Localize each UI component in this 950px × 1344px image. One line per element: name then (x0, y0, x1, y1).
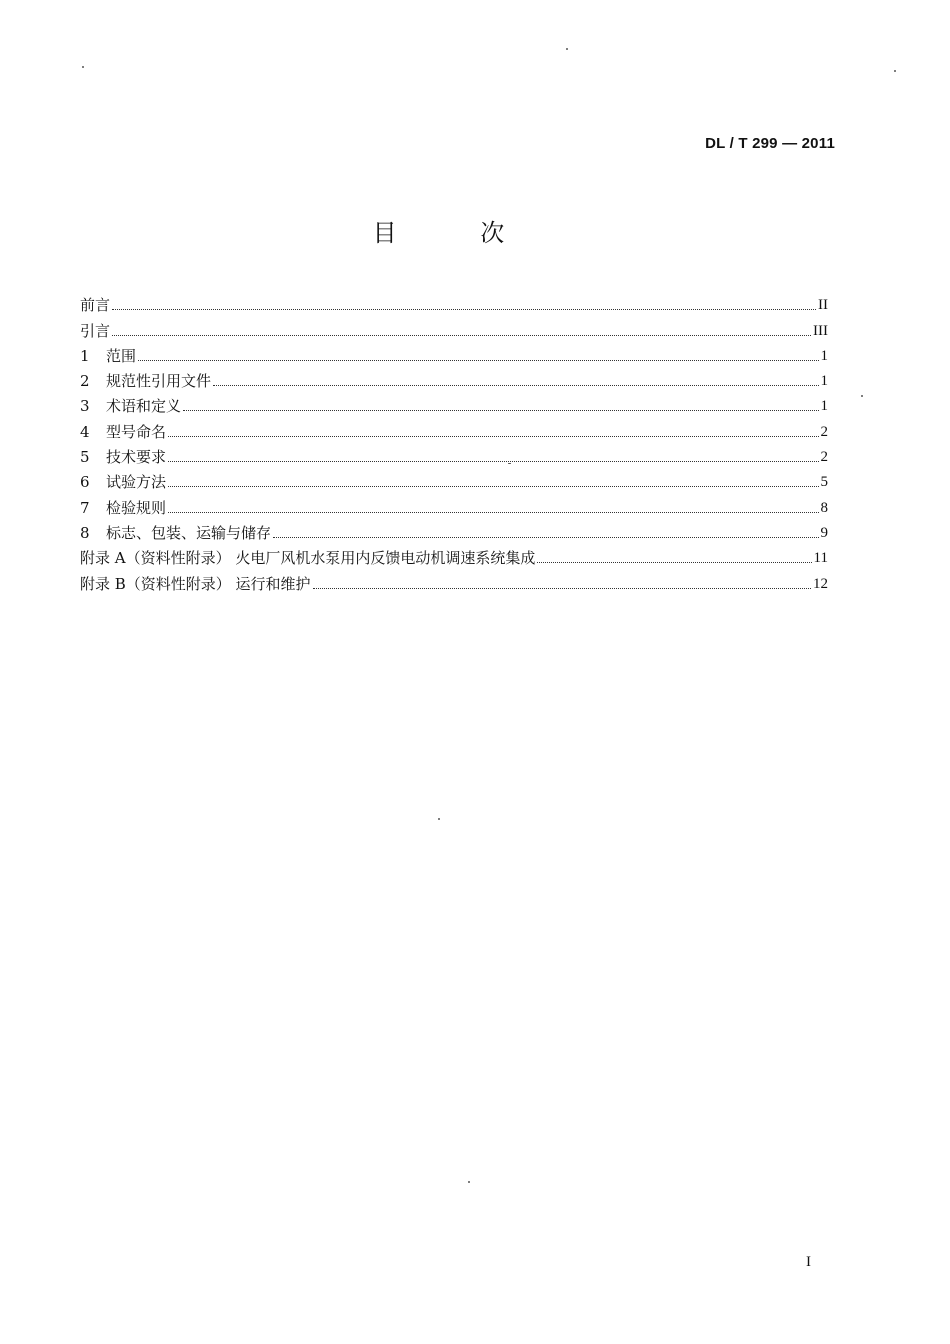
scan-speck (508, 463, 511, 464)
toc-entry-page: 1 (820, 398, 828, 415)
scan-speck (438, 818, 440, 820)
toc-entry-page: 12 (813, 575, 828, 592)
page-number: I (806, 1254, 811, 1270)
toc-entry-test-methods[interactable] (80, 466, 828, 491)
table-of-contents (80, 289, 828, 593)
toc-entry-terms-definitions[interactable] (80, 390, 828, 415)
toc-entry-label: 范围 (106, 346, 137, 365)
toc-title: 目 次 (372, 219, 543, 247)
toc-entry-normative-references[interactable] (80, 365, 828, 390)
toc-entry-label: 技术要求 (106, 448, 167, 467)
toc-entry-label: 附录 A（资料性附录） 火电厂风机水泵用内反馈电动机调速系统集成 (80, 549, 536, 568)
toc-entry-label: 前言 (80, 296, 111, 315)
toc-entry-annex-a[interactable] (80, 542, 828, 567)
toc-entry-label: 附录 B（资料性附录） 运行和维护 (80, 574, 311, 593)
scan-speck (566, 48, 568, 50)
toc-entry-number: 4 (80, 422, 90, 441)
toc-entry-page: 9 (820, 524, 828, 541)
toc-entry-number: 6 (80, 473, 90, 492)
dot-leader (168, 460, 818, 462)
toc-entry-label: 术语和定义 (106, 397, 182, 416)
dot-leader (168, 435, 818, 437)
dot-leader (213, 384, 818, 386)
toc-entry-foreword[interactable] (80, 289, 828, 314)
dot-leader (183, 409, 818, 411)
toc-entry-number: 7 (80, 498, 90, 517)
toc-entry-label: 型号命名 (106, 422, 167, 441)
toc-entry-page: 8 (820, 499, 828, 516)
scan-speck (894, 70, 896, 72)
dot-leader (168, 485, 818, 487)
toc-entry-model-designation[interactable] (80, 415, 828, 440)
toc-entry-page: 1 (820, 347, 828, 364)
toc-entry-number: 1 (80, 346, 90, 365)
dot-leader (138, 359, 818, 361)
toc-entry-technical-requirements[interactable] (80, 441, 828, 466)
scan-speck (861, 395, 863, 397)
dot-leader (313, 587, 811, 589)
toc-entry-introduction[interactable] (80, 314, 828, 339)
scan-speck (468, 1181, 470, 1183)
dot-leader (168, 511, 818, 513)
toc-entry-page: 2 (820, 449, 828, 466)
toc-entry-label: 试验方法 (106, 473, 167, 492)
toc-entry-page: 2 (820, 423, 828, 440)
dot-leader (112, 308, 816, 310)
toc-entry-page: II (818, 297, 828, 314)
toc-entry-marking-packaging[interactable] (80, 517, 828, 542)
toc-entry-page: III (813, 322, 828, 339)
toc-entry-scope[interactable] (80, 340, 828, 365)
toc-entry-annex-b[interactable] (80, 567, 828, 592)
toc-entry-page: 5 (820, 474, 828, 491)
toc-entry-page: 11 (813, 550, 828, 567)
toc-entry-number: 8 (80, 523, 90, 542)
toc-entry-number: 3 (80, 397, 90, 416)
toc-entry-label: 检验规则 (106, 498, 167, 517)
toc-entry-page: 1 (820, 373, 828, 390)
toc-entry-number: 5 (80, 448, 90, 467)
standard-code: DL / T 299 — 2011 (705, 135, 835, 152)
toc-entry-label: 引言 (80, 321, 111, 340)
dot-leader (537, 561, 811, 563)
dot-leader (273, 536, 818, 538)
dot-leader (112, 334, 811, 336)
toc-entry-label: 规范性引用文件 (106, 372, 212, 391)
toc-entry-label: 标志、包装、运输与储存 (106, 523, 272, 542)
toc-entry-inspection-rules[interactable] (80, 491, 828, 516)
toc-entry-number: 2 (80, 372, 90, 391)
scan-speck (82, 66, 84, 68)
